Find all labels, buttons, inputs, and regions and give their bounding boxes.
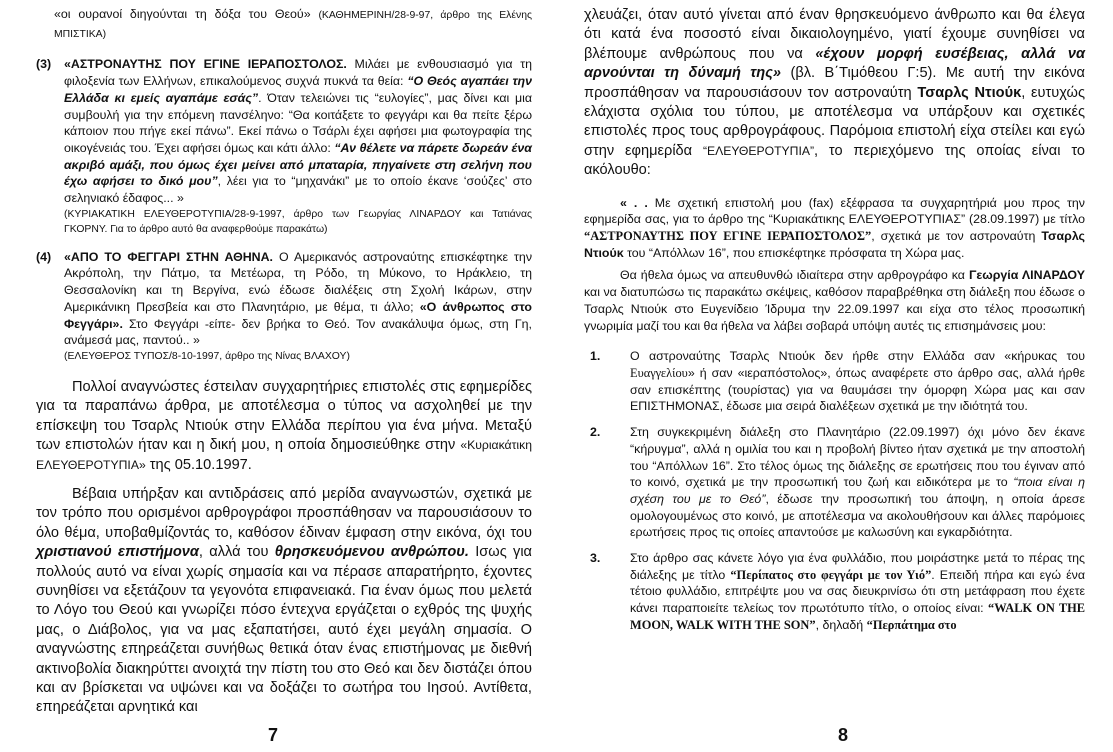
left-page [0, 0, 556, 752]
item-number: (4) [36, 249, 52, 264]
letter-address: Θα ήθελα όμως να απευθυνθώ ιδιαίτερα στην αρθρογράφο κα Γεωργία ΛΙΝΑΡΔΟΥ και να διατυπώσω τις παρακάτω σκέψεις, καθόσον παραβρέθηκα στη διάλεξη που έδωσε ο Τσαρλς Ντιούκ στο Ευγενίδειο Ίδρυμα την 22.09.1997 και είχα στο τέλος προσωπική γνωριμία μαζί του και θα ήθελα να λάβει σοβαρά υπόψη αυτές τις επισημάνσεις μου: [584, 268, 1085, 333]
headline: «ΑΣΤΡΟΝΑΥΤΗΣ ΠΟΥ ΕΓΙΝΕ ΙΕΡΑΠΟΣΤΟΛΟΣ. [64, 57, 347, 72]
paragraph-letters: Πολλοί αναγνώστες έστειλαν συγχαρητήριες επιστολές στις εφημερίδες για τα παραπάνω άρθρα, με αποτέλεσμα ο τύπος να ασχοληθεί με την επίσκεψη του Τσαρλς Ντιούκ στην Ελλάδα περίπου για ένα μήνα. Μεταξύ των επιστολών ήταν και η δική μου, η οποία δημοσιεύθηκε στην «Κυριακάτικη ΕΛΕΥΘΕΡΟΤΥΠΙΑ» της 05.10.1997. [36, 378, 532, 473]
top-quote: «οι ουρανοί διηγούνται τη δόξα του Θεού» (ΚΑΘΗΜΕΡΙΝΗ/28-9-97, άρθρο της Ελένης ΜΠΙΣΤΙΚΑ) [54, 7, 532, 40]
news-item-4: (4) «ΑΠΟ ΤΟ ΦΕΓΓΑΡΙ ΣΤΗΝ ΑΘΗΝΑ. Ο Αμερικανός αστροναύτης επισκέφτηκε την Ακρόπολη, την Πάτμο, τα Μετέωρα, τη Ρόδο, τη Μύκονο, το Ηράκλειο, τη Θεσσαλονίκη και τη Βεργίνα, ενώ έδωσε διαλέξεις στη Σχολή Ικάρων, στην Αμερικάνικη Πρεσβεία και στο Πλανητάριο, με θέμα, τι άλλο; «Ο άνθρωπος στο Φεγγάρι». Στο Φεγγάρι -είπε- δεν βρήκα το Θεό. Τον ανακάλυψα όμως, στη Γη, ανάμεσά μας, παντού.. » (ΕΛΕΥΘΕΡΟΣ ΤΥΠΟΣ/8-10-1997, άρθρο της Νίνας ΒΛΑΧΟΥ) [36, 249, 533, 362]
point-3: 3. Στο άρθρο σας κάνετε λόγο για ένα φυλλάδιο, που μοιράστηκε μετά το πέρας της διάλεξης με τίτλο “Περίπατος στο φεγγάρι με τον Υιό”. Επειδή πήρα και εγώ ένα τέτοιο φυλλάδιο, επιτρέψτε μου να σας διευκρινίσω ότι στη μετάφραση που έχετε κάνει παραποιείτε τελείως τον πρωτότυπο τίτλο, ο οποίος είναι: “WALK ON THE MOON, WALK WITH THE SON”, δηλαδή “Περπάτημα στο [590, 551, 1085, 632]
point-2: 2. Στη συγκεκριμένη διάλεξη στο Πλανητάριο (22.09.1997) όχι μόνο δεν έκανε “κήρυγμα”, αλλά η ομιλία του και η προβολή βίντεο ήταν σχετικά με την αποστολή του “Απόλλων 16”. Στο τέλος όμως της διάλεξης σε ερωτήσεις που του έγιναν από το κοινό, σχετικά με την προσωπική του ζωή και ειδικότερα με το “ποια είναι η σχέση του με το Θεό”, έδωσε την προσωπική του άποψη, η οποία άρεσε ομολογουμένως στο κοινό, με αποτέλεσμα να ακολουθήσουν και άλλες παρόμοιες ερωτήσεις προς τις οποίες απαντούσε με καλωσύνη και εγκαρδιότητα. [590, 425, 1085, 540]
paragraph-reactions: Βέβαια υπήρξαν και αντιδράσεις από μερίδα αναγνωστών, σχετικά με τον τρόπο που ορισμένοι αρθρογράφοι προσπάθησαν να παρουσιάσουν το όλο θέμα, υποβαθμίζοντάς το, καθόσον έδιναν έμφαση στην εικόνα, όχι του χριστιανού επιστήμονα, αλλά του θρησκευόμενου ανθρώπου. Ισως για πολλούς αυτό να είναι χωρίς σημασία και να πέρασε απαρατήρητο, έχοντες συνηθίσει να εξετάζουν τα γεγονότα επιφανειακά. Για έναν όμως που μελετά το Λόγο του Θεού και γνωρίζει πόσο έντεχνα εργάζεται ο εχθρός της ψυχής μας, ο Διάβολος, για να μας εξαπατήσει, αυτό έχει μεγάλη σημασία. Ο αναγνώστης επηρεάζεται συνήθως θετικά όταν ένας επιστήμονας με διεθνή ακτινοβολία διακηρύττει ανοιχτά την πίστη του στο Θεό και δεν διστάζει όπου και αν βρίσκεται να υψώνει και να δοξάζει το σωτήρα του Ιησού. Αντίθετα, επηρεάζεται αρνητικά και [36, 485, 532, 716]
citation: (ΕΛΕΥΘΕΡΟΣ ΤΥΠΟΣ/8-10-1997, άρθρο της Νίνας ΒΛΑΧΟΥ) [64, 350, 350, 362]
right-page [556, 0, 1113, 752]
letter-opening: « . . Με σχετική επιστολή μου (fax) εξέφρασα τα συγχαρητήριά μου προς την εφημερίδα σας, για το άρθρο της “Κυριακάτικης ΕΛΕΥΘΕΡΟΤΥΠΙΑΣ” (28.09.1997) με τίτλο “ΑΣΤΡΟΝΑΥΤΗΣ ΠΟΥ ΕΓΙΝΕ ΙΕΡΑΠΟΣΤΟΛΟΣ”, σχετικά με τον αστροναύτη Τσαρλς Ντιούκ του “Απόλλων 16”, που επισκέφτηκε πρόσφατα τη Χώρα μας. [584, 195, 1085, 260]
headline: «ΑΠΟ ΤΟ ΦΕΓΓΑΡΙ ΣΤΗΝ ΑΘΗΝΑ. [64, 249, 274, 264]
citation: (ΚΥΡΙΑΚΑΤΙΚΗ ΕΛΕΥΘΕΡΟΤΥΠΙΑ/28-9-1997, άρθρο των Γεωργίας ΛΙΝΑΡΔΟΥ και Τατιάνας ΓΚΟΡΝΥ. Για το άρθρο αυτό θα αναφερθούμε παρακάτω) [64, 208, 532, 235]
paragraph-continued: χλευάζει, όταν αυτό γίνεται από έναν θρησκευόμενο άνθρωπο και θα έλεγα ότι κατά ένα ποσοστό είναι δικαιολογημένο, γιατί έχουμε συνηθίσει να βλέπουμε ανθρώπους που να «έχουν μορφή ευσέβειας, αλλά να αρνούνται τη δύναμή της» (βλ. Β΄Τιμόθεου Γ:5). Με αυτή την εικόνα προσπάθησαν να παρουσιάσουν τον αστροναύτη Τσαρλς Ντιούκ, ευτυχώς ελάχιστα σχόλια του τύπου, με αποτέλεσμα να υπάρξουν και σχετικές επιστολές προς τους αρθρογράφους. Παρόμοια επιστολή είχα στείλει και εγώ στην εφημερίδα “ΕΛΕΥΘΕΡΟΤΥΠΙΑ”, το περιεχόμενο της οποίας είναι το ακόλουθο: [584, 7, 1085, 179]
item-number: (3) [36, 57, 52, 72]
point-1: 1. Ο αστροναύτης Τσαρλς Ντιούκ δεν ήρθε στην Ελλάδα σαν «κήρυκας του Ευαγγελίου» ή σαν «ιεραπόστολος», όπως αναφέρετε στο άρθρο σας, αλλά ήρθε σαν επισκέπτης (τουρίστας) για να θαυμάσει την όμορφη Χώρα μας και σαν ΕΠΙΣΤΗΜΟΝΑΣ, έδωσε μια σειρά διαλέξεων σχετικά με την ιδιότητά του. [590, 349, 1085, 414]
page-number: 7 [268, 725, 279, 745]
page-number: 8 [838, 725, 849, 745]
news-item-3: (3) «ΑΣΤΡΟΝΑΥΤΗΣ ΠΟΥ ΕΓΙΝΕ ΙΕΡΑΠΟΣΤΟΛΟΣ. Μιλάει με ενθουσιασμό για τη φιλοξενία των Ελλήνων, επικαλούμενος συχνά πυκνά τα θεία: “Ο Θεός αγαπάει την Ελλάδα κι εμείς αγαπάμε εσάς”. Όταν τελειώνει τις “ευλογίες”, μας δίνει και μια συμβουλή για την επόμενη πανσέληνο: “Θα κοιτάξετε το φεγγάρι και θα πείτε ξέρω κάποιον που πήγε εκεί πάνω”. Εκεί πάνω ο Τσάρλι έχει αφήσει μια φωτογραφία της οικογένειάς του. Έχει αφήσει όμως και κάτι άλλο: “Αν θέλετε να πάρετε δωρεάν ένα ακριβό αμάξι, που όμως έχει μείνει από μπαταρία, πηγαίνετε στη σελήνη που έχω αφήσει το δικό μου”, λέει για το “μηχανάκι” με το οποίο έκανε ‘σούζες’ στο σεληνιακό έδαφος... » (ΚΥΡΙΑΚΑΤΙΚΗ ΕΛΕΥΘΕΡΟΤΥΠΙΑ/28-9-1997, άρθρο των Γεωργίας ΛΙΝΑΡΔΟΥ και Τατιάνας ΓΚΟΡΝΥ. Για το άρθρο αυτό θα αναφερθούμε παρακάτω) [36, 57, 533, 235]
